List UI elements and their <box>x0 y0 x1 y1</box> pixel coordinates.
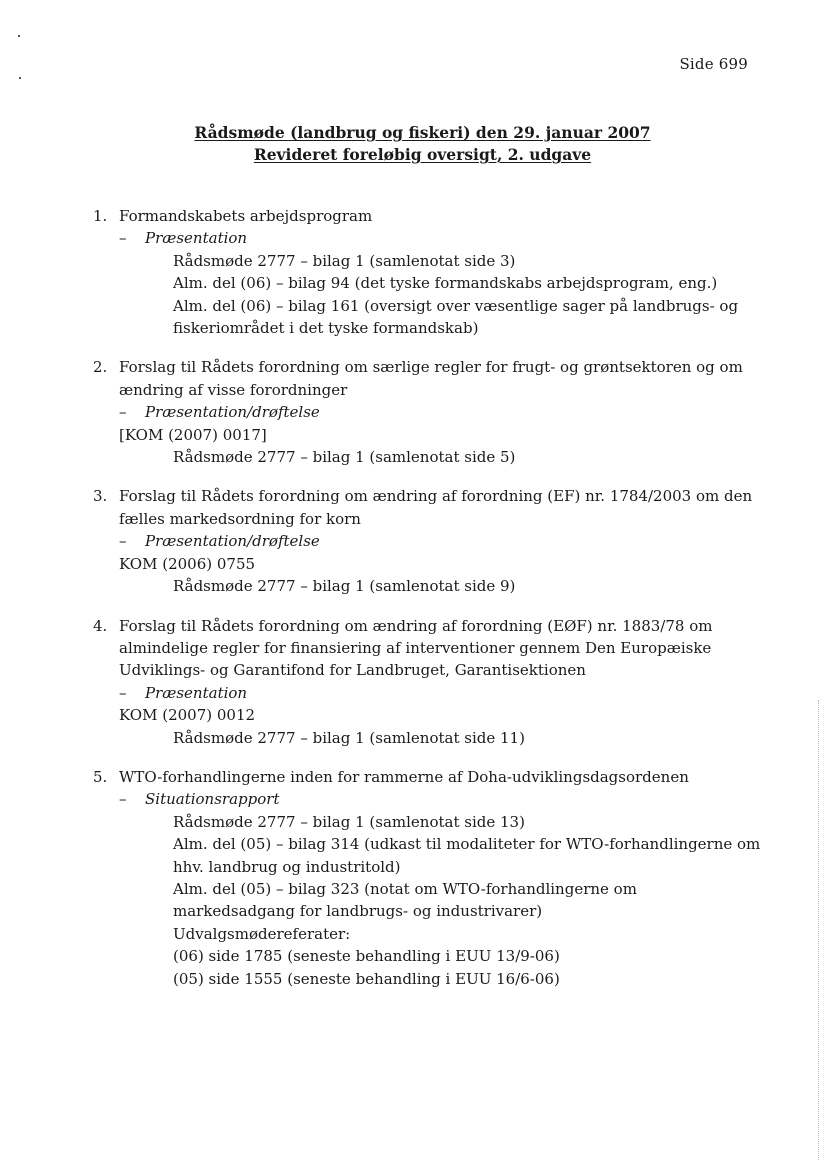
item-title: Forslag til Rådets forordning om ændring af forordning (EØF) nr. 1883/78 om <box>119 616 713 635</box>
item-number: 1. <box>93 207 108 225</box>
reference-line: Alm. del (06) – bilag 161 (oversigt over væsentlige sager på landbrugs- og <box>173 296 739 315</box>
dash: – <box>119 532 127 551</box>
kom-reference: [KOM (2007) 0017] <box>119 425 267 444</box>
title-line-2: Revideret foreløbig oversigt, 2. udgave <box>253 145 592 164</box>
page-number: Side 699 <box>679 55 748 73</box>
scan-edge <box>817 700 819 1160</box>
reference-line: Rådsmøde 2777 – bilag 1 (samlenotat side 9) <box>173 577 516 596</box>
item-status: – Situationsrapport <box>119 788 763 810</box>
item-title: ændring af visse forordninger <box>119 380 348 399</box>
reference-line: Rådsmøde 2777 – bilag 1 (samlenotat side 13) <box>173 812 525 831</box>
reference-line: Rådsmøde 2777 – bilag 1 (samlenotat side 3) <box>173 251 516 270</box>
kom-reference: KOM (2006) 0755 <box>119 554 256 573</box>
item-status: – Præsentation/drøftelse <box>119 401 763 423</box>
agenda-item-5 <box>93 766 763 990</box>
scan-speck <box>19 77 21 79</box>
title-line-1: Rådsmøde (landbrug og fiskeri) den 29. januar 2007 <box>194 123 651 142</box>
reference-line: (06) side 1785 (seneste behandling i EUU 13/9-06) <box>173 947 560 966</box>
agenda-list <box>93 205 763 990</box>
agenda-item-1 <box>93 205 763 339</box>
scan-speck <box>18 35 20 37</box>
reference-line: (05) side 1555 (seneste behandling i EUU 16/6-06) <box>173 969 560 988</box>
reference-line: Rådsmøde 2777 – bilag 1 (samlenotat side 5) <box>173 448 516 467</box>
agenda-item-3 <box>93 485 763 597</box>
item-title: almindelige regler for finansiering af interventioner gennem Den Europæiske <box>119 638 712 657</box>
kom-reference: KOM (2007) 0012 <box>119 706 256 725</box>
item-title: Forslag til Rådets forordning om særlige regler for frugt- og grøntsektoren og om <box>119 358 743 377</box>
reference-line: markedsadgang for landbrugs- og industrivarer) <box>173 902 543 921</box>
item-number: 3. <box>93 487 108 506</box>
item-number: 5. <box>93 767 108 786</box>
item-number: 2. <box>93 358 108 377</box>
agenda-item-4 <box>93 615 763 749</box>
dash: – <box>119 790 127 809</box>
item-status: – Præsentation <box>119 682 763 704</box>
item-title: Forslag til Rådets forordning om ændring af forordning (EF) nr. 1784/2003 om den <box>119 487 753 506</box>
item-title: WTO-forhandlingerne inden for rammerne af Doha-udviklingsdagsordenen <box>119 767 689 786</box>
document-title <box>0 122 825 166</box>
reference-line: Alm. del (06) – bilag 94 (det tyske formandskabs arbejdsprogram, eng.) <box>173 274 718 293</box>
item-title: fælles markedsordning for korn <box>119 509 361 528</box>
reference-line: Rådsmøde 2777 – bilag 1 (samlenotat side 11) <box>173 728 525 747</box>
reference-line: fiskeriområdet i det tyske formandskab) <box>173 319 479 338</box>
item-number: 4. <box>93 616 108 635</box>
dash: – <box>119 403 127 422</box>
item-title: Udviklings- og Garantifond for Landbruget, Garantisektionen <box>119 661 586 680</box>
reference-line: Udvalgsmødereferater: <box>173 924 351 943</box>
reference-line: Alm. del (05) – bilag 314 (udkast til modaliteter for WTO-forhandlingerne om <box>173 835 761 854</box>
dash: – <box>119 229 127 248</box>
reference-line: Alm. del (05) – bilag 323 (notat om WTO-forhandlingerne om <box>173 879 637 898</box>
dash: – <box>119 683 127 702</box>
item-status: – Præsentation/drøftelse <box>119 530 763 552</box>
reference-line: hhv. landbrug og industritold) <box>173 857 401 876</box>
item-title: Formandskabets arbejdsprogram <box>119 207 373 225</box>
item-status: – Præsentation <box>119 227 763 249</box>
agenda-item-2 <box>93 356 763 468</box>
